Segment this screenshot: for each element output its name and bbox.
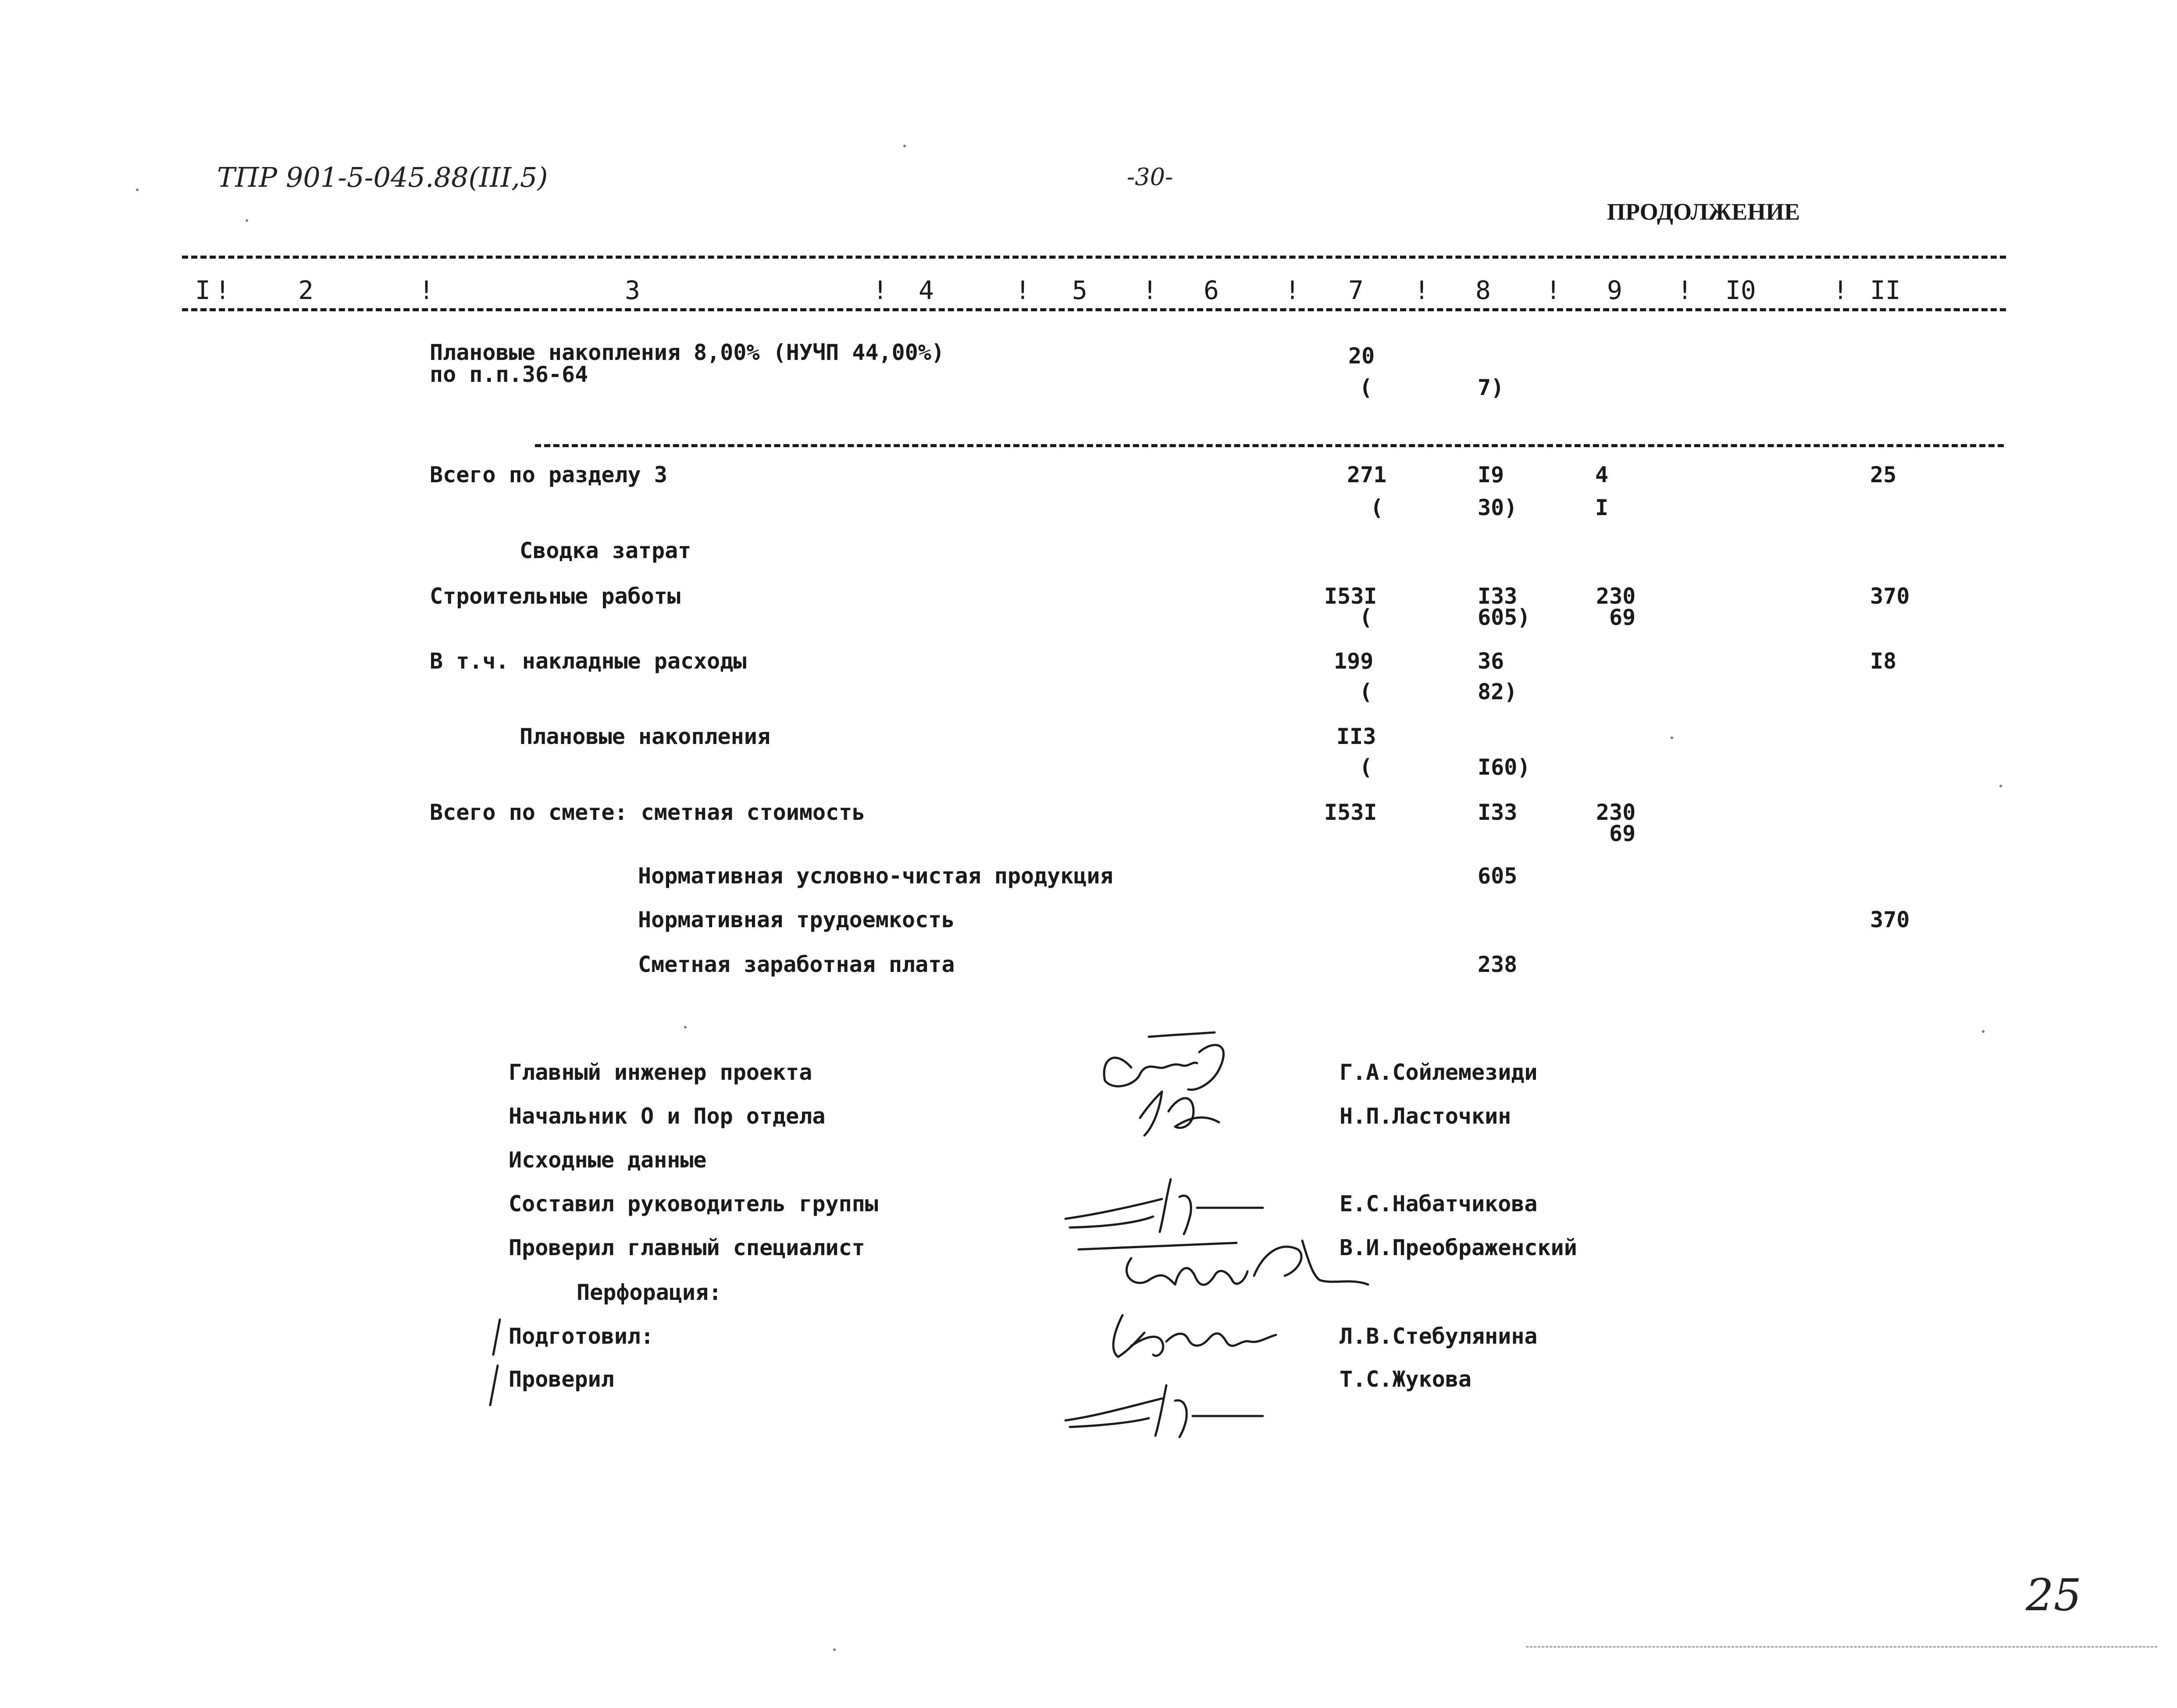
scan-speck [684,1026,687,1028]
check-mark-icon [482,1315,509,1412]
row-label: Плановые накопления [520,724,770,749]
scan-speck [1982,1030,1985,1033]
sheet-number-mark: 25 [2026,1569,2082,1621]
cell-col7: 20 [1348,343,1375,369]
row-label: В т.ч. накладные расходы [430,648,747,674]
col-sep: ! [215,275,230,305]
page-number: -30- [1127,163,1173,191]
cell-col8: I33 [1478,800,1518,825]
cell-col8: 238 [1478,952,1518,977]
row-label: Сметная заработная плата [638,952,955,977]
header-rule-bottom [182,308,2006,311]
col-num-1: I [195,275,210,305]
cell-col9: 230 [1596,584,1636,609]
signatory-name: В.И.Преображенский [1340,1235,1577,1260]
row-label: Всего по разделу 3 [430,462,667,487]
cell-col8-sub: 7) [1478,375,1504,400]
signature-chief-engineer [1087,1026,1245,1157]
signature-checker [1061,1377,1272,1438]
col-num-11: II [1870,275,1901,305]
continuation-label: ПРОДОЛЖЕНИЕ [1607,199,1800,225]
scan-speck [833,1648,836,1651]
cell-col11: I8 [1870,648,1897,674]
signatory-role: Начальник О и Пор отдела [509,1103,826,1129]
section-heading: Сводка затрат [520,538,691,563]
signature-preparer [1105,1306,1289,1368]
col-num-8: 8 [1475,275,1491,305]
col-num-4: 4 [919,275,934,305]
col-num-6: 6 [1204,275,1219,305]
row-label: Строительные работы [430,584,681,609]
cell-col9-sub: 69 [1609,821,1636,846]
cell-col9: 4 [1595,462,1609,487]
cell-col7-paren: ( [1359,754,1373,780]
col-num-2: 2 [298,275,314,305]
col-num-10: I0 [1725,275,1756,305]
cell-col8: 36 [1478,648,1504,674]
cell-col8: I9 [1478,462,1504,487]
col-num-3: 3 [625,275,640,305]
col-sep: ! [1546,275,1561,305]
cell-col7-paren: ( [1359,605,1373,630]
cell-col8-sub: 82) [1478,679,1518,705]
row-label: Плановые накопления 8,00% (НУЧП 44,00%) [430,340,944,365]
cell-col9: 230 [1596,800,1636,825]
scan-speck [903,145,906,147]
signatory-role: Проверил [509,1366,614,1392]
cell-col9-sub: I [1595,495,1609,520]
signatory-name: Л.В.Стебулянина [1340,1324,1538,1349]
cell-col7-paren: ( [1370,495,1384,520]
col-sep: ! [1015,275,1030,305]
col-sep: ! [1414,275,1429,305]
cell-col11: 370 [1870,907,1910,932]
cell-col8: 605 [1478,863,1518,889]
cell-col8-sub: 30) [1478,495,1518,520]
scan-speck [246,219,248,222]
cell-col7-paren: ( [1359,679,1373,705]
signatory-name: Т.С.Жукова [1340,1366,1472,1392]
col-sep: ! [1142,275,1158,305]
col-num-9: 9 [1607,275,1622,305]
col-num-5: 5 [1072,275,1087,305]
document-code: ТПР 901-5-045.88(III,5) [217,161,548,193]
signatory-name: Г.А.Сойлемезиди [1340,1060,1538,1085]
cell-col11: 25 [1870,462,1897,487]
signature-chief-specialist [1070,1223,1386,1311]
cell-col8-sub: 605) [1478,605,1531,630]
scan-speck [1671,737,1673,739]
cell-col7: 271 [1347,462,1387,487]
cell-col9-sub: 69 [1609,605,1636,630]
row-label: Нормативная условно-чистая продукция [638,863,1113,889]
signatory-role: Проверил главный специалист [509,1235,865,1260]
col-sep: ! [873,275,888,305]
cell-col8-sub: I60) [1478,754,1531,780]
section-rule [535,444,2004,447]
cell-col7: I53I [1324,800,1377,825]
col-sep: ! [1677,275,1692,305]
cell-col11: 370 [1870,584,1910,609]
col-sep: ! [1833,275,1848,305]
scan-speck [136,189,139,191]
col-sep: ! [1285,275,1300,305]
cell-col8: I33 [1478,584,1518,609]
cell-col7: I53I [1324,584,1377,609]
cell-col7: II3 [1336,724,1376,749]
header-rule-top [182,256,2006,259]
row-label-continued: по п.п.36-64 [430,362,588,387]
col-num-7: 7 [1348,275,1364,305]
cell-col7-paren: ( [1359,375,1373,400]
signatory-role: Перфорация: [577,1280,722,1305]
scan-speck [1999,785,2002,787]
row-label: Всего по смете: сметная стоимость [430,800,866,825]
cell-col7: 199 [1334,648,1374,674]
bottom-rule [1526,1646,2157,1648]
signatory-name: Н.П.Ласточкин [1340,1103,1511,1129]
signatory-role: Составил руководитель группы [509,1191,878,1217]
col-sep: ! [419,275,434,305]
signatory-role: Исходные данные [509,1147,707,1173]
signatory-role: Главный инженер проекта [509,1060,812,1085]
row-label: Нормативная трудоемкость [638,907,955,932]
signatory-name: Е.С.Набатчикова [1340,1191,1538,1217]
signatory-role: Подготовил: [509,1324,654,1349]
